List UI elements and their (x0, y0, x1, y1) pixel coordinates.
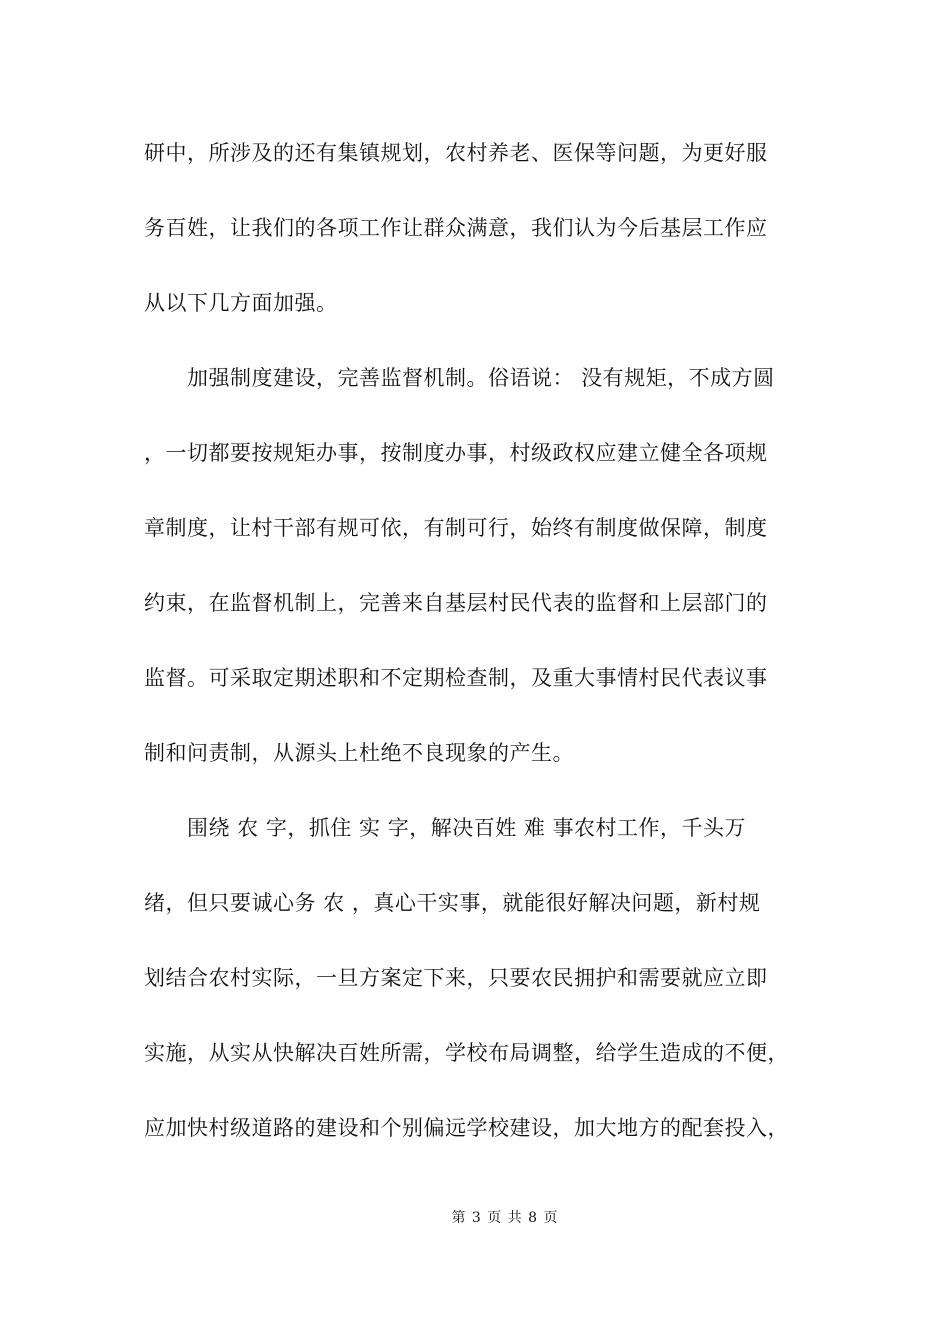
text-line: 围绕 农 字，抓住 实 字，解决百姓 难 事农村工作，千头万 (144, 816, 747, 840)
text-line: ，一切都要按规矩办事，按制度办事，村级政权应建立健全各项规 (144, 441, 768, 465)
page-number-footer: 第 3 页 共 8 页 (451, 1210, 559, 1226)
text-line: 约束，在监督机制上，完善来自基层村民代表的监督和上层部门的 (144, 591, 768, 615)
text-line: 实施，从实从快解决百姓所需，学校布局调整，给学生造成的不便， (144, 1041, 789, 1065)
text-line: 研中，所涉及的还有集镇规划，农村养老、医保等问题，为更好服 (144, 141, 768, 165)
text-line: 章制度，让村干部有规可依，有制可行，始终有制度做保障，制度 (144, 516, 768, 540)
text-line: 加强制度建设，完善监督机制。俗语说： 没有规矩，不成方圆 (144, 366, 775, 390)
text-line: 监督。可采取定期述职和不定期检查制，及重大事情村民代表议事 (144, 666, 768, 690)
text-line: 务百姓，让我们的各项工作让群众满意，我们认为今后基层工作应 (144, 216, 768, 240)
text-line: 制和问责制，从源头上杜绝不良现象的产生。 (144, 741, 574, 765)
text-line: 应加快村级道路的建设和个别偏远学校建设，加大地方的配套投入， (144, 1116, 789, 1140)
text-line: 绪，但只要诚心务 农 ，真心干实事，就能很好解决问题，新村规 (144, 891, 761, 915)
text-line: 从以下几方面加强。 (144, 291, 338, 315)
text-line: 划结合农村实际，一旦方案定下来，只要农民拥护和需要就应立即 (144, 966, 768, 990)
